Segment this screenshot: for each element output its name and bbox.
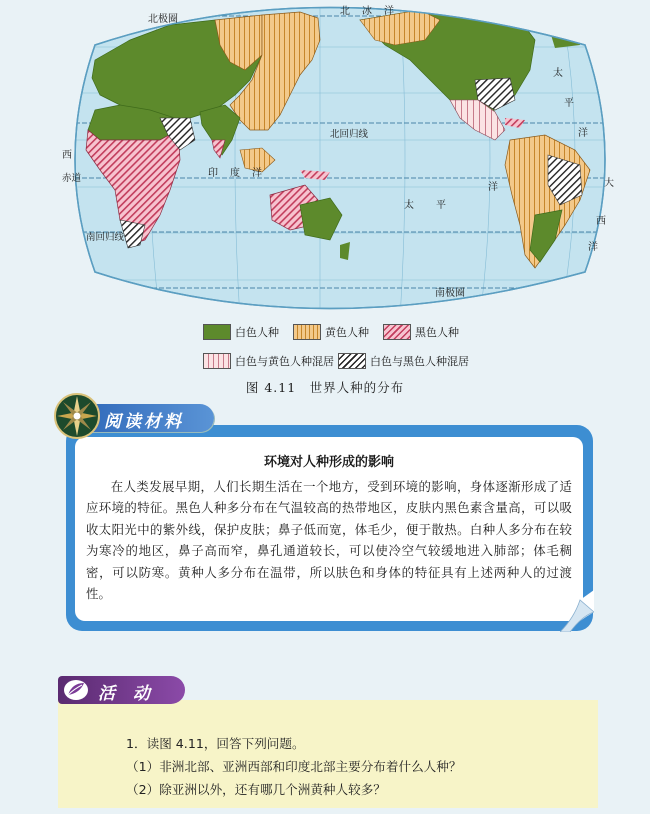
compass-icon [52,391,102,441]
legend-label-black: 黑色人种 [415,326,459,339]
legend-label-yellow: 黄色人种 [325,326,369,339]
activity-banner-label: 活 动 [98,684,156,704]
pacific-south-label-3: 洋 [488,182,498,193]
legend-label-white-yellow: 白色与黄色人种混居 [235,355,334,368]
arctic-ocean-label: 北 冰 洋 [340,6,395,17]
page-curl-icon [560,590,594,632]
legend-swatch-black [383,324,411,340]
activity-question-1: 1．读图 4.11，回答下列问题。 [126,736,305,751]
legend-yellow [293,323,369,341]
legend-swatch-white-yellow [203,353,231,369]
legend-black [383,323,459,341]
reading-title: 环境对人种形成的影响 [263,455,394,470]
legend-label-white: 白色人种 [235,326,279,339]
equator-label: 赤道 [62,173,82,184]
pacific-label-3: 洋 [578,128,588,139]
tropic-cancer-label: 北回归线 [330,129,369,140]
pacific-label-1: 太 [553,68,563,79]
pacific-south-label-1: 太 [404,200,414,211]
legend-white [203,323,279,341]
activity-leaf-icon [62,677,90,703]
reading-banner-label: 阅读材料 [104,412,184,432]
pacific-south-label-2: 平 [436,200,446,211]
legend-label-white-black: 白色与黑色人种混居 [370,355,469,368]
indian-ocean-label: 印 度 洋 [208,168,263,179]
atlantic-east-label-1: 大 [604,178,614,189]
reading-body: 在人类发展早期，人们长期生活在一个地方，受到环境的影响，身体逐渐形成了适应环境的特征。黑色人种多分布在气温较高的热带地区，皮肤内黑色素含量高，可以吸收太阳光中的紫外线，保护皮肤；鼻子低而宽，体毛少，便于散热。白种人多分布在较为寒冷的地区，鼻子高而窄，鼻孔通道较长，可以使冷空气较缓地进入肺部；体毛稠密，可以防寒。黄种人多分布在温带，所以肤色和身体的特征具有上述两种人的过渡性。 [86,479,572,602]
atlantic-west-label: 西 [62,150,72,161]
legend-swatch-white [203,324,231,340]
atlantic-east-label-2: 西 [596,216,606,227]
activity-question-1a: （1）非洲北部、亚洲西部和印度北部主要分布着什么人种？ [126,759,462,774]
north-pole-circle-label: 北极圈 [148,14,178,25]
pacific-label-2: 平 [564,98,574,109]
figure-caption: 图 4.11 世界人种的分布 [245,380,405,395]
legend-swatch-white-black [338,353,366,369]
legend-white-black [338,352,469,370]
legend-white-yellow [203,352,334,370]
legend-swatch-yellow [293,324,321,340]
world-race-map [0,0,650,318]
atlantic-east-label-3: 洋 [588,242,598,253]
south-pole-circle-label: 南极圈 [435,288,465,299]
activity-question-1b: （2）除亚洲以外，还有哪几个洲黄种人较多？ [126,782,386,797]
tropic-capricorn-label: 南回归线 [86,232,125,243]
